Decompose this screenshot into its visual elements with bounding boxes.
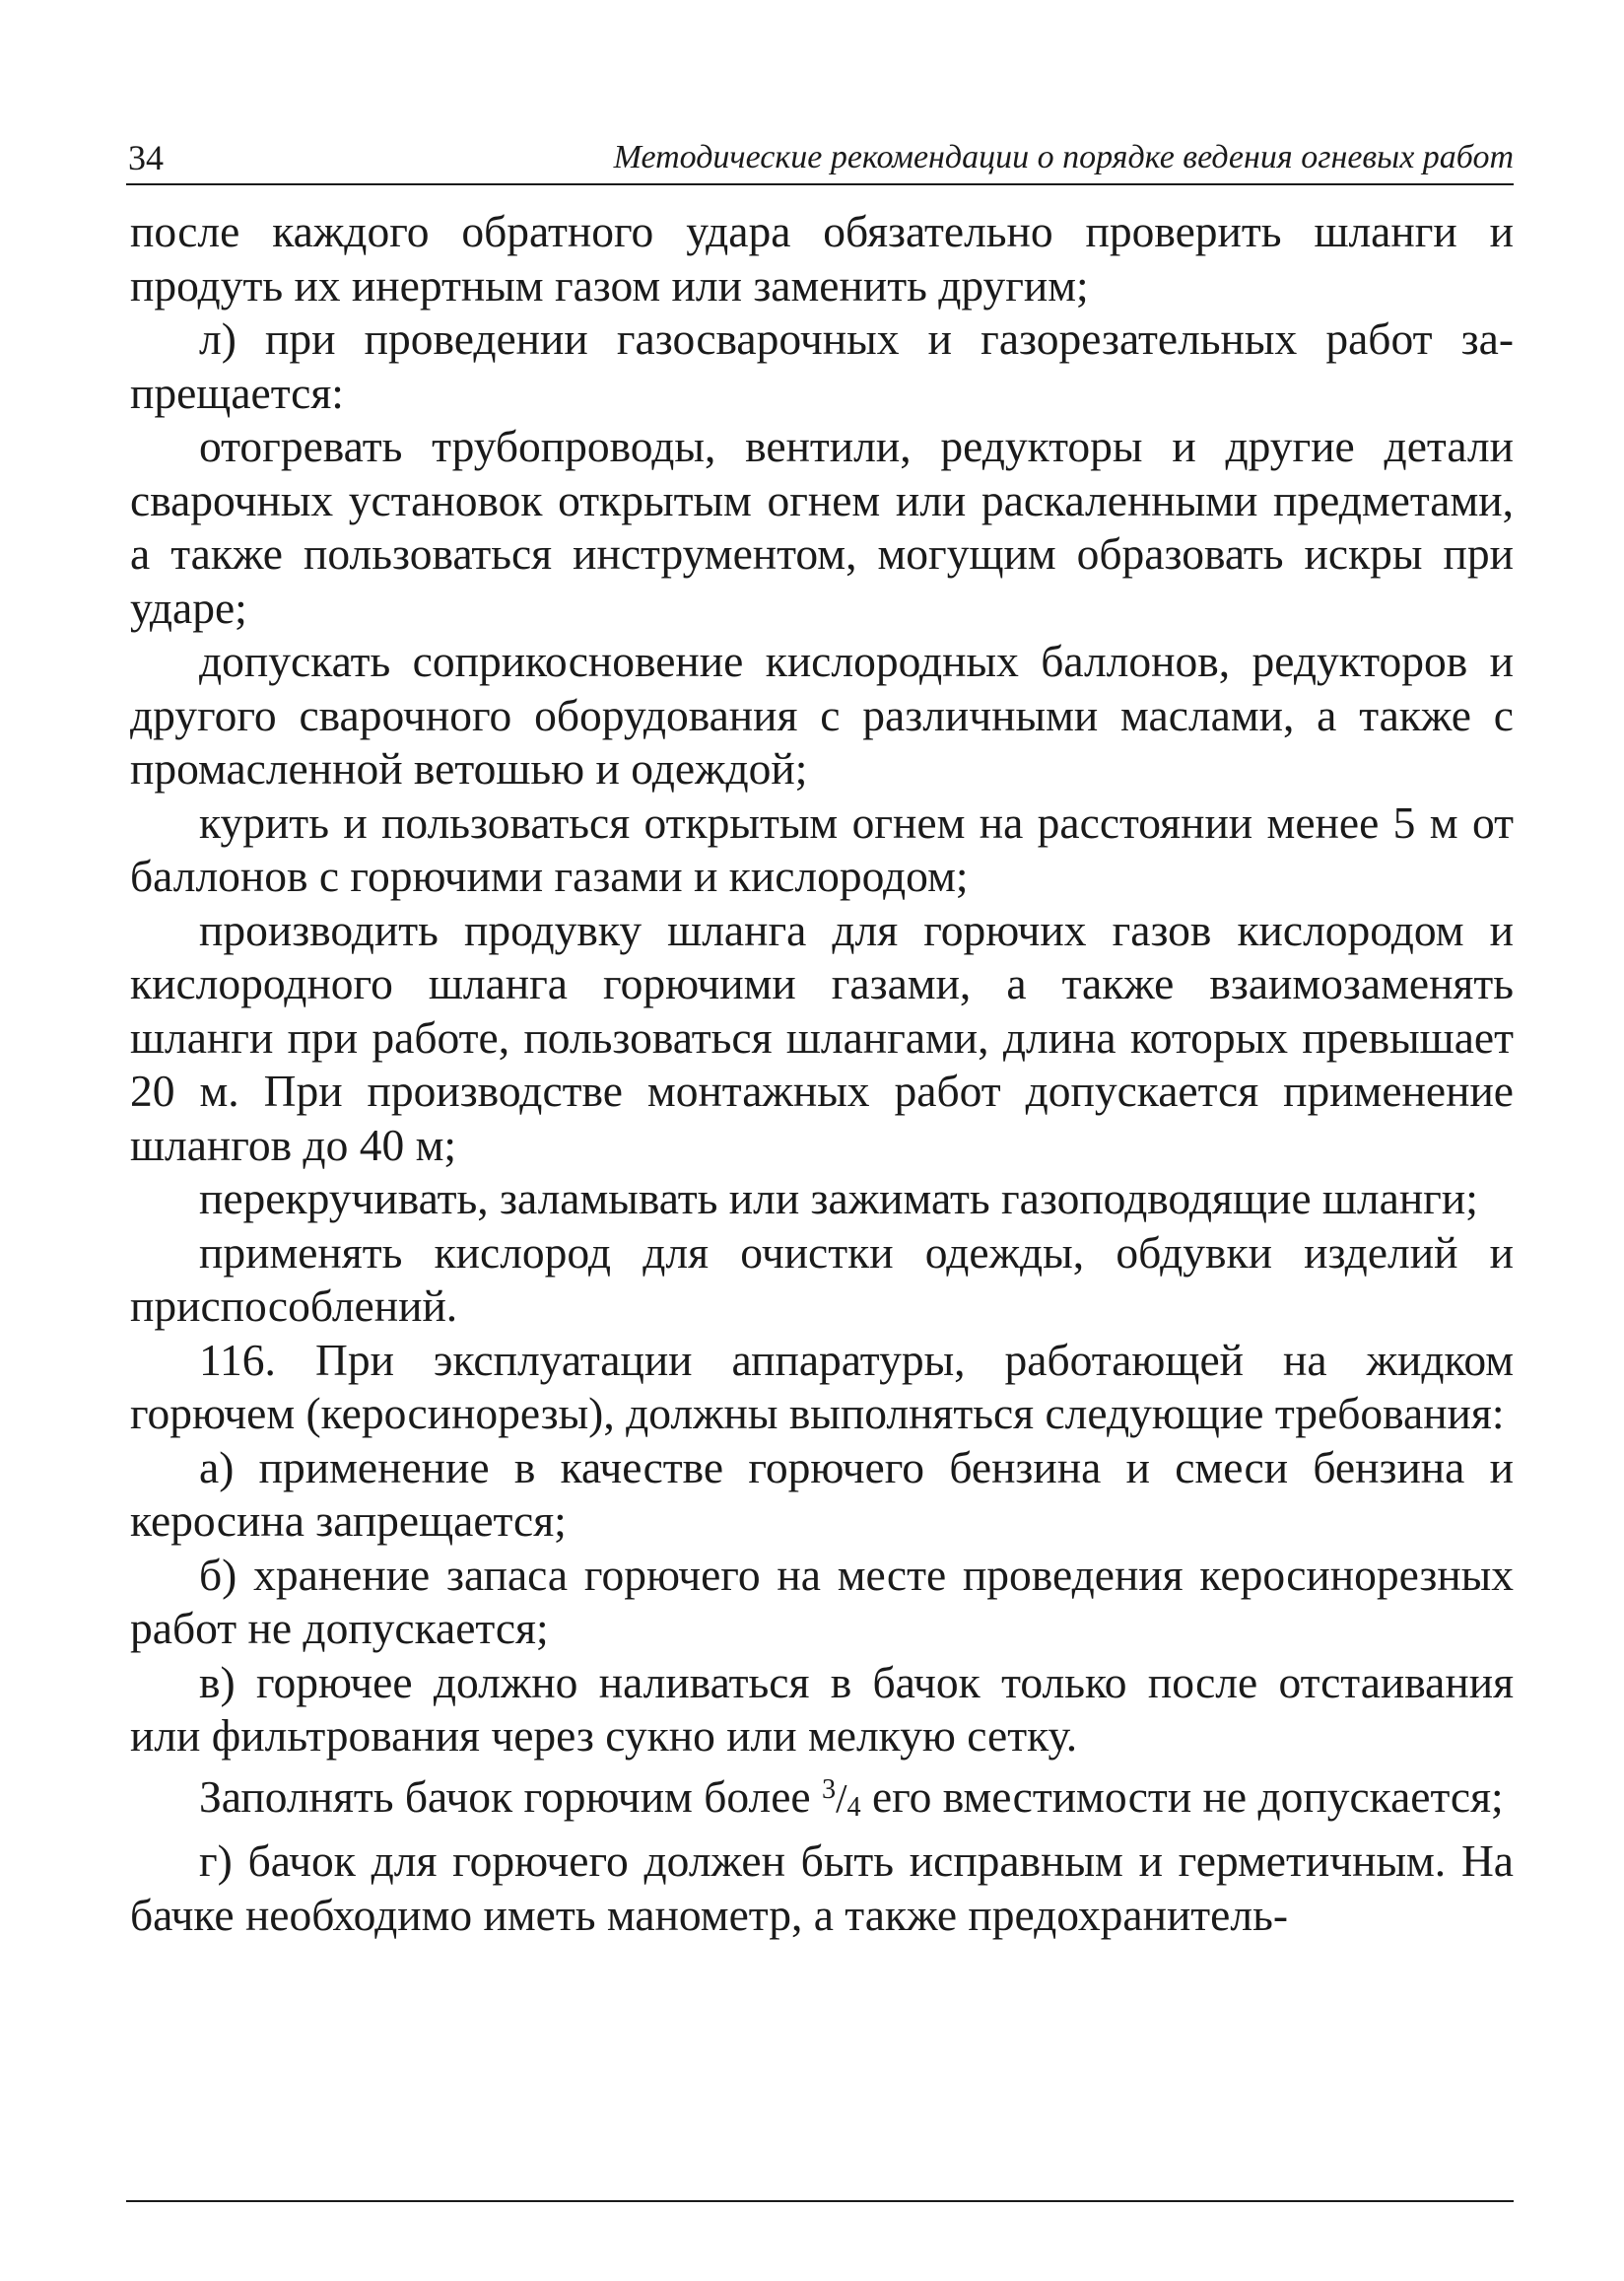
paragraph-fraction [130, 1763, 1514, 1835]
page-number: 34 [128, 138, 164, 177]
fraction-slash: / [836, 1775, 847, 1821]
paragraph: 116. При эксплуатации аппаратуры, работающей на жидком горючем (керосинорезы), должны выполняться следующие требования: [130, 1334, 1514, 1438]
paragraph: после каждого обратного удара обязательно проверить шланги и продуть их инертным газом или заменить другим; [130, 206, 1514, 311]
fraction-text-after: его вместимости не допускается; [860, 1770, 1504, 1822]
paragraph: курить и пользоваться открытым огнем на расстоянии менее 5 м от баллонов с горючими газами и кислородом; [130, 796, 1514, 901]
paragraph: допускать соприкосновение кислородных баллонов, редукторов и другого сварочного оборудования с различными маслами, а также с промасленной ветошью и одеждой; [130, 636, 1514, 794]
paragraph: применять кислород для очистки одежды, обдувки изделий и приспособлений. [130, 1226, 1514, 1331]
running-title: Методические рекомендации о порядке ведения огневых работ [613, 139, 1514, 175]
fraction-denominator: 4 [846, 1791, 861, 1823]
paragraph: перекручивать, заламывать или зажимать газоподводящие шланги; [199, 1173, 1478, 1223]
footer-rule [126, 2200, 1514, 2202]
fraction-text-before: Заполнять бачок горючим более [199, 1770, 822, 1822]
fraction-numerator: 3 [821, 1773, 837, 1805]
paragraph: производить продувку шланга для горючих газов кислородом и кислородного шланга горючими газами, а также взаимозаменять шланги при работе, пользоваться шлангами, длина которых превышает 20 м. При производстве монтажных работ допускается применение шлангов до 40 м; [130, 904, 1514, 1170]
running-header [126, 136, 1514, 185]
paragraph: б) хранение запаса горючего на месте проведения керосинорезных работ не допускается; [130, 1549, 1514, 1653]
paragraph: в) горючее должно наливаться в бачок только после отстаивания или фильтрования через сукно или мелкую сетку. [130, 1656, 1514, 1761]
paragraph: а) применение в качестве горючего бензина и смеси бензина и керосина запрещается; [130, 1441, 1514, 1546]
paragraph: г) бачок для горючего должен быть исправным и герметичным. На бачке необходимо иметь манометр, а также предохранитель- [130, 1835, 1514, 1940]
paragraph: л) при проведении газосварочных и газорезательных работ запрещается: [130, 313, 1514, 418]
fraction [821, 1773, 861, 1823]
paragraph: отогревать трубопроводы, вентили, редукторы и другие детали сварочных установок открытым огнем или раскаленными предметами, а также пользоваться инструментом, могущим образовать искры при ударе; [130, 421, 1514, 633]
body-text [130, 205, 1514, 1942]
